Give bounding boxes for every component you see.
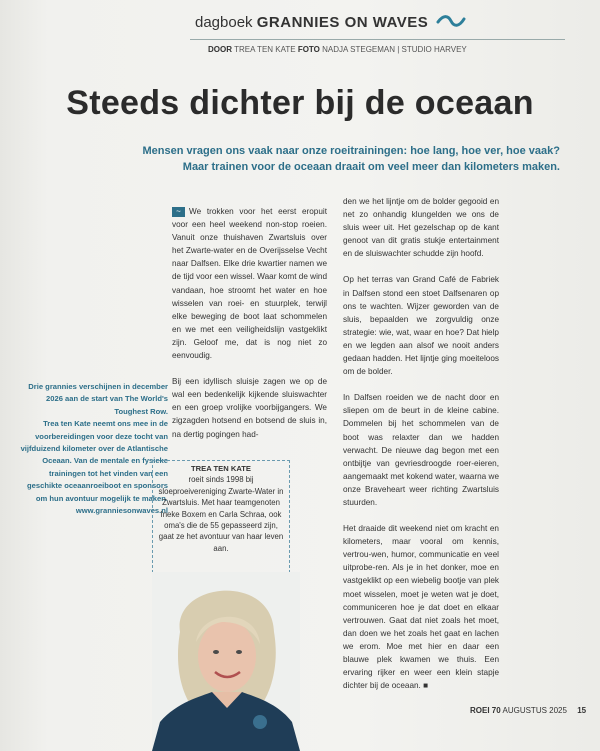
article-intro bbox=[110, 144, 560, 175]
sidebar-paragraph: Trea ten Kate neemt ons mee in de voorbereidingen voor deze tocht van vijfduizend kilometer over de Atlantische Oceaan. Van de mentale en fysieke trainingen tot het vinden van een geschikte oceaanroeiboot en sponsors om hun avontuur mogelijk te maken. bbox=[20, 419, 168, 503]
section-title: GRANNIES ON WAVES bbox=[256, 14, 429, 31]
sidebar-website: www.granniesonwaves.nl bbox=[75, 506, 168, 516]
author-bio-box bbox=[152, 460, 290, 578]
issue-number: 70 bbox=[491, 706, 501, 715]
intro-line-1: Mensen vragen ons vaak naar onze roeitrainingen: hoe lang, hoe ver, hoe vaak? bbox=[142, 145, 560, 157]
paragraph: In Dalfsen roeiden we de nacht door en sliepen om de beurt in de kleine cabine. Dommelen bij het schommelen van de boot was relaxter dan we hadden verwacht. De nieuwe dag begon met een ontbijtje van gevriesdroogde roer-eieren, aangemaakt met kokend water, waarna we onze Braveheart weer richting Zwartsluis stuurden. bbox=[343, 393, 499, 507]
author-name: TREA TEN KATE bbox=[191, 464, 251, 473]
issue-date: AUGUSTUS 2025 bbox=[502, 706, 567, 715]
magazine-name: ROEI bbox=[470, 706, 490, 715]
page-footer bbox=[470, 706, 586, 715]
paragraph: den we het lijntje om de bolder gegooid en net zo onhandig klungelden we ons de sluis weer uit. Het gezelschap op de kant genoot van dit gratis stukje entertainment en de sluiswachter schudde zijn hoofd. bbox=[343, 197, 499, 259]
intro-line-2: Maar trainen voor de oceaan draait om veel meer dan kilometers maken. bbox=[182, 160, 560, 173]
credit-photo-label: FOTO bbox=[297, 45, 320, 54]
sidebar-intro bbox=[20, 381, 168, 517]
sidebar-paragraph: Drie grannies verschijnen in december 2026 aan de start van The World's Toughest Row. bbox=[28, 382, 168, 416]
header-divider bbox=[190, 39, 565, 40]
paragraph: Het draaide dit weekend niet om kracht en kilometers, maar vooral om kennis, vertrou-wen, humor, communicatie en veel uitprobe-ren. Als je in het donker, moe en vastgeklikt op een wiebelig bootje van plek moet wisselen, moet je weten wat je doet, communiceren hoe je dat doet en elkaar vertrouwen. Gaat dat niet zoals het moet, dan doen we het zoals het gaat en lachen we erom. Moe met hier en daar een blauwe plek kwamen we thuis. Een ervaring rijker en weer een klein stapje dichter bij de oceaan. ■ bbox=[343, 524, 499, 691]
credits bbox=[208, 45, 467, 54]
page-number: 15 bbox=[577, 706, 587, 715]
credit-by-label: DOOR bbox=[208, 45, 232, 54]
credit-by-value: TREA TEN KATE bbox=[234, 45, 296, 54]
article-column-1 bbox=[172, 205, 327, 454]
credit-photo-value: NADJA STEGEMAN | STUDIO HARVEY bbox=[322, 45, 467, 54]
author-photo bbox=[152, 572, 300, 751]
article-column-2 bbox=[343, 195, 499, 705]
section-label: dagboek bbox=[195, 14, 253, 31]
wave-drop-icon: ~ bbox=[172, 207, 185, 217]
paragraph bbox=[172, 205, 327, 362]
section-header bbox=[195, 14, 466, 32]
article-title: Steeds dichter bij de oceaan bbox=[66, 84, 534, 122]
author-bio-text: roeit sinds 1998 bij sloeproeivereniging Zwarte-Water in Zwartsluis. Met haar teamgenoten Ineke Boxem en Carla Schraa, ook oma's die de 55 gepasseerd zijn, gaat ze het avontuur van haar leven aan. bbox=[158, 475, 284, 553]
wave-icon bbox=[436, 14, 466, 32]
paragraph: Bij een idyllisch sluisje zagen we op de wal een bedenkelijk kijkende sluiswachter en een groep vrolijke voorbijgangers. We zigzagden hotsend en botsend de sluis in, na dertig pogingen had- bbox=[172, 377, 327, 439]
paragraph-text: We trokken voor het eerst eropuit voor een heel weekend non-stop roeien. Vanuit onze thuishaven Zwartsluis over het Zwarte-water en de Overijsselse Vecht naar Dalfsen. Elke drie kwartier namen we de tijd voor een wissel. Waar komt de wind vandaan, hoe stroomt het water en hoe wisselen van roei- en stuurplek, terwijl elke beweging de boot laat schommelen en we met een veiligheidslijn vastgeklikt zijn. Geloof me, dat is nog niet zo eenvoudig. bbox=[172, 207, 327, 361]
paragraph: Op het terras van Grand Café de Fabriek in Dalfsen stond een stoet Dalfsenaren op ons te wachten. Wijzer geworden van de sluis, bepaalden we zorgvuldig onze strategie: wie, wat, waar en hoe? Dat hielp en we legden aan alsof we nooit anders gedaan hadden. Het lijntje ging moeiteloos om de bolder. bbox=[343, 275, 499, 377]
